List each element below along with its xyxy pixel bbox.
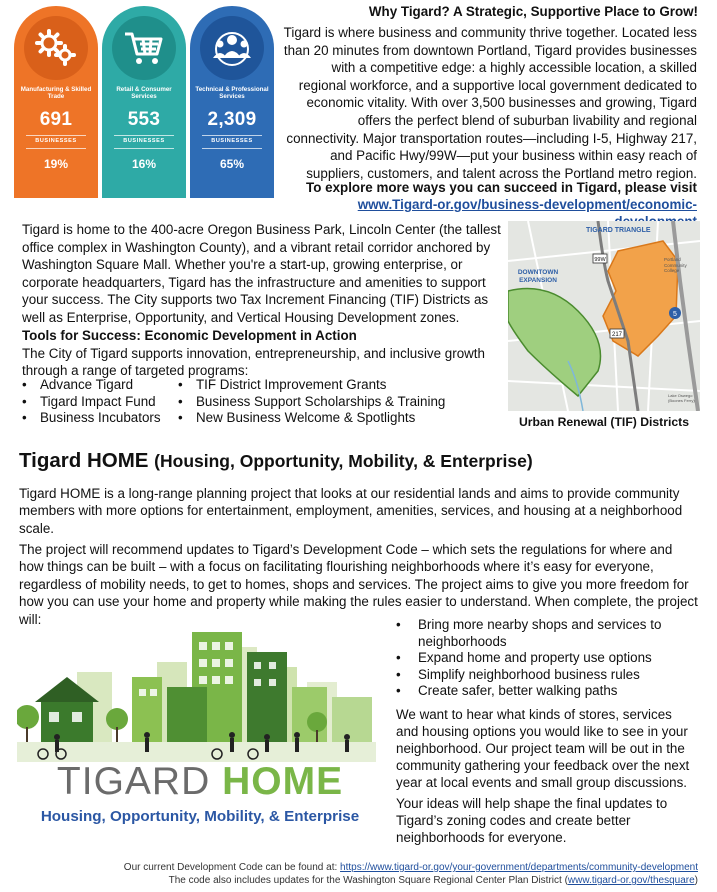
stat-label: BUSINESSES: [211, 138, 253, 144]
home-paragraph-1: Tigard HOME is a long-range planning project that looks at our residential lands and aims to provide community members with more options for entertainment, employment, amenities, services, and housing at a neighborhood scale.: [19, 486, 683, 536]
list-item: • Simplify neighborhood business rules: [396, 666, 640, 682]
why-tigard-heading: Why Tigard? A Strategic, Supportive Place to Grow!: [368, 4, 698, 19]
stat-percent: 65%: [219, 157, 245, 171]
the-square-link[interactable]: www.tigard-or.gov/thesquare: [567, 875, 695, 886]
footer-line-1: Our current Development Code can be found at: https://www.tigard-or.gov/your-government/departments/community-development: [123, 862, 698, 873]
feedback-paragraph: We want to hear what kinds of stores, services and housing options you would like to see in your neighborhood. Our project team will be out in the community gathering your feedback over the next year at local events and small group discussions.: [396, 707, 690, 790]
team-icon: [200, 16, 264, 80]
stat-percent: 16%: [131, 157, 157, 171]
home-heading: [19, 449, 533, 473]
business-stats-infographic: [14, 6, 278, 204]
tools-heading: Tools for Success: Economic Development in Action: [22, 328, 357, 343]
stat-category: Technical & Professional Services: [195, 86, 269, 101]
tigard-business-paragraph: Tigard is home to the 400-acre Oregon Business Park, Lincoln Center (the tallest office complex in Washington County), and a vibrant retail corridor anchored by Washington Square Mall. Whether you're a start-up, growing enterprise, or corporate headquarters, Tigard has the infrastructure and amenities to support your success. The City supports two Tax Increment Financing (TIF) Districts as well as Enterprise, Opportunity, and Vertical Housing Development zones.: [22, 222, 501, 325]
map-label-lake: Lake Oswego (Boones Ferry): [668, 393, 695, 403]
stat-count: 691: [39, 109, 73, 130]
list-item: • Create safer, better walking paths: [396, 683, 618, 699]
development-code-link[interactable]: https://www.tigard-or.gov/your-government/departments/community-development: [340, 862, 698, 873]
map-label-pcc: Portland Community College: [664, 257, 687, 273]
programs-list-2: [178, 377, 445, 427]
gears-icon: [24, 16, 88, 80]
logo-tagline: Housing, Opportunity, Mobility, & Enterprise: [40, 808, 360, 825]
logo-word-tigard: TIGARD: [56, 760, 211, 803]
home-title: Tigard HOME: [19, 449, 149, 472]
stat-percent: 19%: [43, 157, 69, 171]
shopping-cart-icon: [112, 16, 176, 80]
stat-category: Retail & Consumer Services: [116, 86, 172, 101]
home-paragraph-2: The project will recommend updates to Tigard’s Development Code – which sets the regulations for where and how things can be built – with a focus on facilitating flourishing neighborhoods where it’s easy for everyone, regardless of mobility needs, to get to homes, shops and services. The project aims to give you more freedom for how you can use your home and property while making the rules easier to understand. When complete, the project will:: [19, 542, 698, 627]
route-5-label: 5: [673, 311, 677, 318]
project-goals-list: [396, 617, 696, 700]
tools-intro: The City of Tigard supports innovation, entrepreneurship, and inclusive growth through a range of targeted programs:: [22, 346, 485, 378]
stat-card-technical: [190, 6, 274, 198]
stat-count: 2,309: [207, 109, 257, 130]
ideas-paragraph: Your ideas will help shape the final updates to Tigard’s zoning codes and create better neighborhoods for everyone.: [396, 796, 668, 845]
stat-count: 553: [127, 109, 161, 130]
tigard-home-logo: [30, 762, 370, 802]
logo-word-home: HOME: [222, 760, 344, 803]
list-item: • Bring more nearby shops and services to neighborhoods: [396, 617, 662, 649]
list-item: • TIF District Improvement Grants: [178, 377, 387, 392]
footer-line-2: The code also includes updates for the Washington Square Regional Center Plan District (www.tigard-or.gov/thesquare): [168, 875, 698, 886]
map-caption: Urban Renewal (TIF) Districts: [519, 415, 689, 429]
list-item: • Business Incubators: [22, 410, 161, 426]
programs-list-1: [22, 377, 161, 427]
route-99-label: 99W: [594, 257, 606, 263]
stat-category: Manufacturing & Skilled Trade: [20, 86, 92, 101]
map-label-downtown: DOWNTOWN EXPANSION: [517, 269, 559, 284]
list-item: • New Business Welcome & Spotlights: [178, 410, 416, 426]
list-item: • Advance Tigard: [22, 377, 134, 392]
explore-text: To explore more ways you can succeed in Tigard, please visit: [306, 180, 697, 195]
stat-label: BUSINESSES: [35, 138, 77, 144]
urban-renewal-map: [508, 221, 700, 411]
home-subtitle: (Housing, Opportunity, Mobility, & Enterprise): [154, 451, 533, 471]
list-item: • Expand home and property use options: [396, 650, 652, 666]
stat-card-manufacturing: [14, 6, 98, 198]
route-217-label: 217: [611, 332, 623, 338]
list-item: • Business Support Scholarships & Training: [178, 393, 446, 409]
economic-development-link[interactable]: www.Tigard-or.gov/business-development/economic-: [357, 197, 697, 212]
map-label-triangle: TIGARD TRIANGLE: [586, 227, 651, 234]
stat-card-retail: [102, 6, 186, 198]
stat-label: BUSINESSES: [123, 138, 165, 144]
why-tigard-body: Tigard is where business and community thrive together. Located less than 20 minutes from downtown Portland, Tigard provides businesses with a competitive edge: a highly accessible location, a skilled regional workforce, and a supportive local government dedicated to economic vitality. With over 3,500 businesses and growing, Tigard offers the perfect blend of suburban livability and regional connectivity. Major transportation routes—including I-5, Highway 217, and Pacific Hwy/99W—put your business within easy reach of suppliers, customers, and talent across the Portland metro region.: [283, 25, 697, 181]
list-item: • Tigard Impact Fund: [22, 393, 156, 409]
